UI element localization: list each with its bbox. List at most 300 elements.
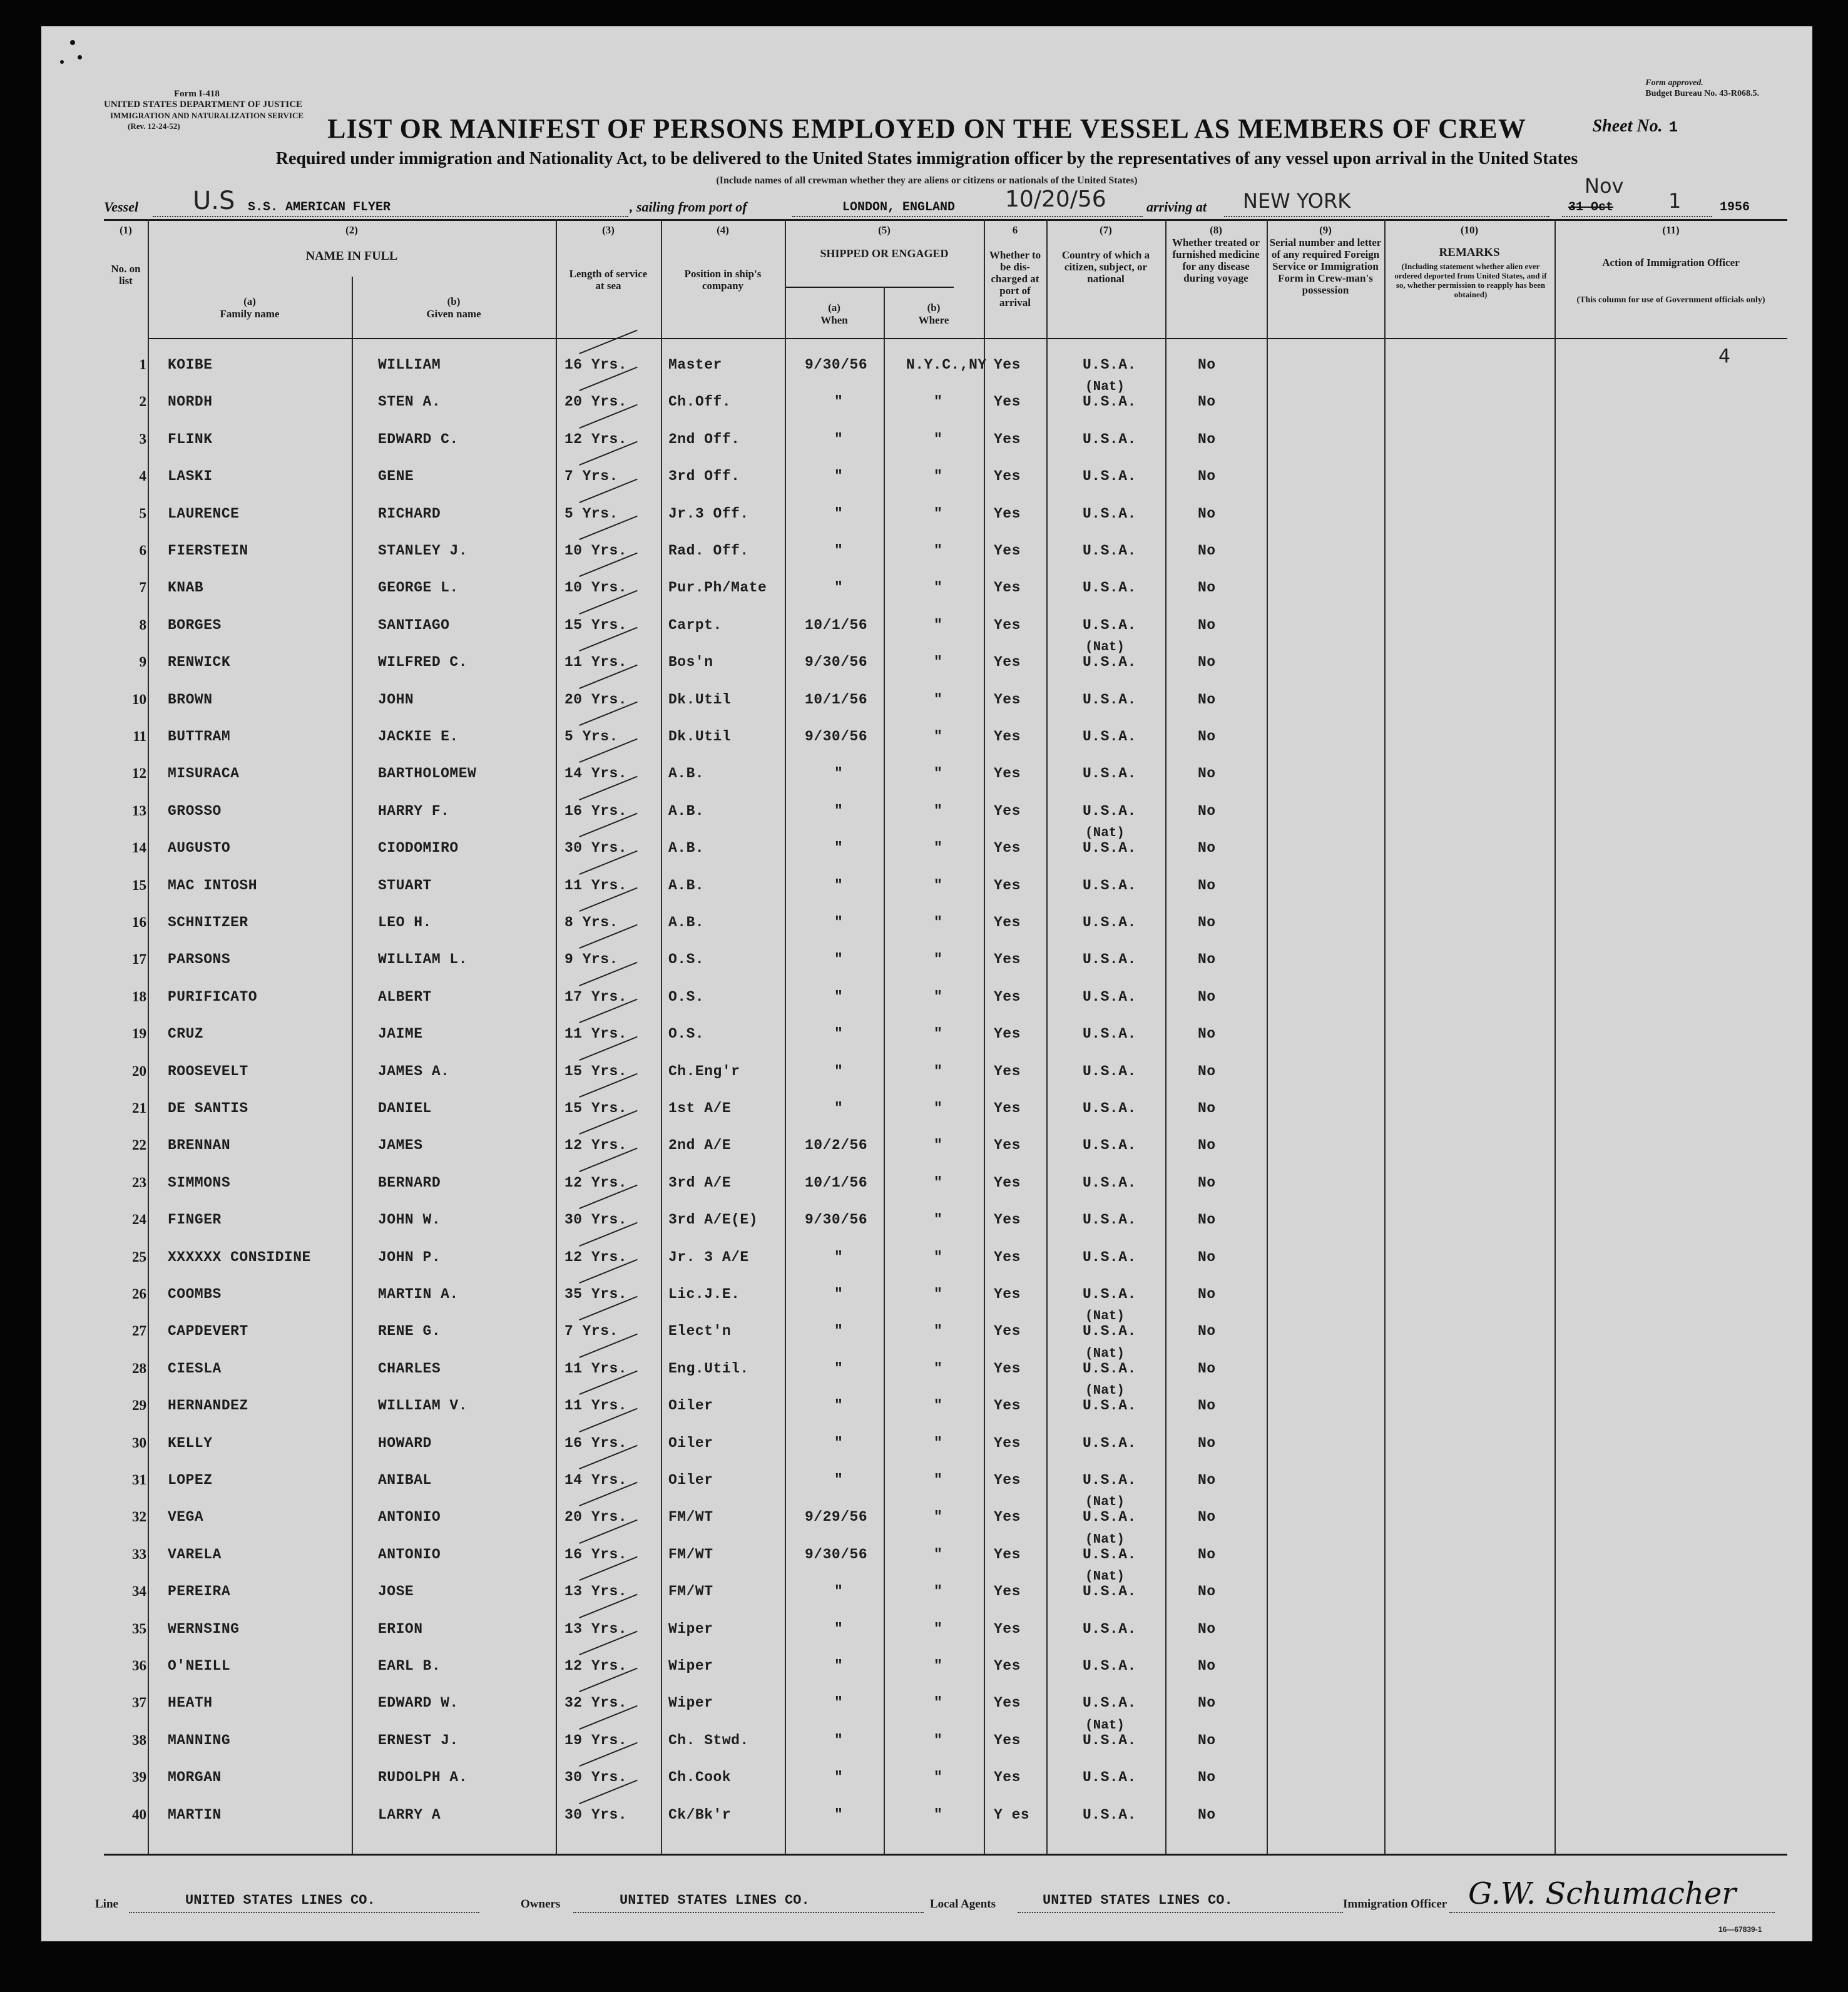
naturalized-note: (Nat) [1085,1309,1125,1324]
treated: No [1198,1360,1216,1377]
discharged: Yes [994,394,1021,411]
position: Carpt. [668,616,722,633]
row-number: 27 [132,1323,146,1339]
given-name: BARTHOLOMEW [378,765,477,782]
given-name: ERION [378,1620,423,1637]
col-num-11: (11) [1662,224,1680,236]
length-of-service: 7 Yrs. [564,1323,618,1340]
shipped-when: " [834,914,844,931]
family-name: DE SANTIS [168,1100,248,1116]
family-name: MORGAN [168,1769,222,1786]
row-number: 11 [133,728,146,744]
col-num-7: (7) [1100,224,1112,236]
country: U.S.A. [1083,1026,1136,1043]
treated: No [1198,357,1216,373]
treated: No [1198,1100,1216,1116]
header-given-name: Given name [426,308,481,320]
vessel-label: Vessel [104,199,138,215]
naturalized-note: (Nat) [1085,640,1125,655]
shipped-where: " [934,1658,943,1674]
shipped-where: " [934,1695,943,1712]
treated: No [1198,1769,1216,1786]
position: Oiler [668,1472,713,1488]
given-name: LARRY A [378,1806,441,1823]
treated: No [1198,1286,1216,1302]
length-of-service: 8 Yrs. [564,914,618,931]
shipped-where: " [934,1434,943,1451]
shipped-where: " [934,1472,943,1488]
shipped-where: " [934,654,943,671]
col-num-6: 6 [1012,224,1018,236]
given-name: WILLIAM [378,357,441,373]
given-name: RENE G. [378,1323,441,1340]
length-of-service: 11 Yrs. [564,654,628,671]
shipped-when: " [834,840,844,857]
discharged: Yes [994,505,1021,522]
length-of-service: 12 Yrs. [564,1174,628,1191]
country: U.S.A. [1083,988,1136,1005]
given-name: RICHARD [378,505,441,522]
position: Wiper [668,1695,713,1712]
shipped-when: " [834,1472,844,1488]
length-of-service: 5 Yrs. [564,728,618,745]
manifest-title-wrap [41,113,1812,145]
position: Master [668,357,722,373]
length-of-service: 11 Yrs. [564,1360,628,1377]
col-rule-9 [1267,219,1268,1854]
treated: No [1198,1137,1216,1154]
given-name: EDWARD C. [378,431,459,447]
table-top-rule [104,219,1787,221]
length-of-service: 17 Yrs. [564,988,628,1005]
vessel-name: S.S. AMERICAN FLYER [248,200,391,215]
col-rule-7 [1046,219,1048,1854]
given-name: JAIME [378,1026,423,1043]
country: U.S.A. [1083,357,1136,373]
shipped-when: " [834,1732,844,1749]
treated: No [1198,431,1216,447]
given-name: EARL B. [378,1658,441,1674]
discharged: Yes [994,877,1021,894]
shipped-where: " [934,1137,943,1154]
shipped-subheader-rule [785,287,954,288]
family-name: KELLY [168,1434,213,1451]
given-name: HOWARD [378,1434,432,1451]
position: Oiler [668,1397,713,1414]
row-number: 36 [132,1658,146,1673]
given-name: WILFRED C. [378,654,468,671]
form-approval [1645,78,1759,99]
position: Oiler [668,1434,713,1451]
header-name-in-full: NAME IN FULL [305,249,398,263]
row-number: 33 [132,1546,146,1562]
row-number: 13 [132,802,146,819]
discharged: Yes [994,1658,1021,1674]
header-where-b: (b) [927,302,941,314]
row-number: 38 [132,1732,146,1748]
discharged: Yes [994,1472,1021,1488]
position: A.B. [668,914,705,931]
shipped-where: " [934,1769,943,1786]
position: Ch.Off. [668,394,732,411]
country: U.S.A. [1083,1212,1136,1228]
discharged: Yes [994,1397,1021,1414]
row-number: 6 [139,543,146,558]
family-name: WERNSING [168,1620,240,1637]
length-of-service: 20 Yrs. [564,691,628,708]
tally-stroke [579,330,637,354]
length-of-service: 11 Yrs. [564,1026,628,1043]
arrival-day: 1 [1668,189,1682,213]
shipped-when: 9/30/56 [805,654,868,671]
legal-requirement-line: Required under immigration and Nationality Act, to be delivered to the United States immigration officer by the representatives of any vessel upon arrival in the United States [275,149,1578,168]
discharged: Yes [994,580,1021,596]
discharged: Yes [994,1137,1021,1154]
shipped-when: " [834,1806,844,1823]
position: O.S. [668,951,705,968]
country: U.S.A. [1083,1137,1136,1154]
discharged: Yes [994,468,1021,485]
service-name: IMMIGRATION AND NATURALIZATION SERVICE [110,111,304,120]
treated: No [1198,1620,1216,1637]
row-number: 30 [132,1434,146,1451]
row-number: 8 [139,616,146,633]
discharged: Y es [994,1806,1030,1823]
row-number: 9 [139,654,146,670]
col-rule-5 [785,219,786,1854]
department-name: UNITED STATES DEPARTMENT OF JUSTICE [104,100,303,110]
arrival-month-struck: 31 Oct [1568,200,1614,215]
family-name: LOPEZ [168,1472,213,1488]
header-shipped-engaged: SHIPPED OR ENGAGED [820,247,949,260]
country: U.S.A. [1083,1806,1136,1823]
discharged: Yes [994,765,1021,782]
discharged: Yes [994,840,1021,857]
family-name: PURIFICATO [168,988,258,1005]
discharged: Yes [994,988,1021,1005]
row-number: 4 [139,468,146,484]
given-name: LEO H. [378,914,432,931]
header-remarks-note: (Including statement whether alien ever ordered deported from United States, and if so, whether permission to reapply has been obtained) [1394,262,1547,299]
port-dotline [792,215,1143,217]
country: U.S.A. [1083,1732,1136,1749]
family-name: VEGA [168,1509,204,1526]
shipped-where: " [934,1100,943,1116]
family-name: O'NEILL [168,1658,231,1674]
treated: No [1198,877,1216,894]
discharged: Yes [994,1732,1021,1749]
position: Dk.Util [668,691,732,708]
country: U.S.A. [1083,431,1136,447]
discharged: Yes [994,728,1021,745]
arriving-label: arriving at [1146,199,1207,215]
position: A.B. [668,802,705,819]
footer-officer-dotline [1449,1911,1775,1913]
country: U.S.A. [1083,1620,1136,1637]
given-name: ERNEST J. [378,1732,459,1749]
country: U.S.A. [1083,1546,1136,1563]
given-name: RUDOLPH A. [378,1769,468,1786]
family-name: FINGER [168,1212,222,1228]
shipped-when: " [834,1026,844,1043]
given-name: WILLIAM V. [378,1397,468,1414]
vessel-dotline [153,215,628,217]
shipped-where: " [934,1583,943,1600]
length-of-service: 10 Yrs. [564,580,628,596]
given-name: JACKIE E. [378,728,459,745]
header-family-name: Family name [220,308,280,320]
country: U.S.A. [1083,1360,1136,1377]
country: U.S.A. [1083,468,1136,485]
treated: No [1198,765,1216,782]
col-rule-1 [148,219,149,1854]
shipped-where: " [934,1323,943,1340]
country: U.S.A. [1083,914,1136,931]
country: U.S.A. [1083,616,1136,633]
country: U.S.A. [1083,1174,1136,1191]
family-name: NORDH [168,394,213,411]
discharged: Yes [994,1546,1021,1563]
given-name: GEORGE L. [378,580,459,596]
family-name: BRENNAN [168,1137,231,1154]
length-of-service: 16 Yrs. [564,802,628,819]
shipped-when: " [834,1658,844,1674]
position: Rad. Off. [668,543,749,559]
position: 2nd Off. [668,431,740,447]
position: Ck/Bk'r [668,1806,732,1823]
col-rule-11 [1554,219,1556,1854]
country: U.S.A. [1083,654,1136,671]
given-name: ALBERT [378,988,432,1005]
discharged: Yes [994,1695,1021,1712]
given-name: JAMES [378,1137,423,1154]
discharged: Yes [994,802,1021,819]
country: U.S.A. [1083,580,1136,596]
shipped-where: " [934,765,943,782]
naturalized-note: (Nat) [1085,1384,1125,1399]
shipped-when: " [834,1249,844,1265]
row-number: 5 [139,505,146,521]
shipped-when: " [834,1769,844,1786]
country: U.S.A. [1083,1658,1136,1674]
col-rule-6 [984,219,985,1854]
position: 3rd A/E(E) [668,1212,758,1228]
given-name: JAMES A. [378,1063,450,1080]
col-rule-3 [556,219,557,1854]
header-country: Country of which a citizen, subject, or national [1061,249,1150,285]
footer-line-value: UNITED STATES LINES CO. [185,1892,375,1908]
treated: No [1198,988,1216,1005]
family-name: MARTIN [168,1806,222,1823]
country: U.S.A. [1083,505,1136,522]
naturalized-note: (Nat) [1085,1570,1125,1585]
header-family-a: (a) [243,295,256,307]
shipped-where: " [934,1732,943,1749]
given-name: ANTONIO [378,1509,441,1526]
arrival-port-handwritten: NEW YORK [1243,189,1351,213]
country: U.S.A. [1083,877,1136,894]
position: Pur.Ph/Mate [668,580,767,596]
row-number: 12 [132,765,146,782]
row-number: 40 [132,1806,146,1822]
family-name: PARSONS [168,951,231,968]
shipped-where: " [934,1360,943,1377]
treated: No [1198,543,1216,559]
header-position: Position in ship's company [684,268,762,292]
row-number: 14 [132,840,146,856]
discharged: Yes [994,616,1021,633]
discharged: Yes [994,1583,1021,1600]
position: 1st A/E [668,1100,732,1116]
treated: No [1198,1397,1216,1414]
length-of-service: 20 Yrs. [564,394,628,411]
given-name: CHARLES [378,1360,441,1377]
country: U.S.A. [1083,691,1136,708]
position: FM/WT [668,1583,713,1600]
row-number: 21 [132,1100,146,1116]
family-name: LAURENCE [168,505,240,522]
header-discharged: Whether to be dis-charged at port of arrival [989,249,1041,309]
treated: No [1198,728,1216,745]
row-number: 16 [132,914,146,930]
treated: No [1198,1658,1216,1674]
corner-mark [78,55,82,59]
family-name: LASKI [168,468,213,485]
row-number: 24 [132,1212,146,1228]
length-of-service: 30 Yrs. [564,1806,628,1823]
family-name: ROOSEVELT [168,1063,248,1080]
shipped-where: " [934,914,943,931]
country: U.S.A. [1083,765,1136,782]
shipped-where: " [934,1286,943,1302]
length-of-service: 32 Yrs. [564,1695,628,1712]
family-name: GROSSO [168,802,222,819]
length-of-service: 16 Yrs. [564,357,628,373]
given-name: JOSE [378,1583,414,1600]
shipped-where: " [934,691,943,708]
shipped-where: " [934,1546,943,1563]
naturalized-note: (Nat) [1085,380,1125,395]
shipped-where: " [934,802,943,819]
length-of-service: 11 Yrs. [564,1397,628,1414]
given-name: SANTIAGO [378,616,450,633]
row-number: 19 [132,1026,146,1042]
position: Wiper [668,1658,713,1674]
shipped-where: " [934,431,943,447]
shipped-where: N.Y.C.,NY [906,357,987,373]
shipped-when: " [834,580,844,596]
discharged: Yes [994,1769,1021,1786]
given-name: BERNARD [378,1174,441,1191]
family-name: AUGUSTO [168,840,231,857]
shipped-when: " [834,543,844,559]
country: U.S.A. [1083,1695,1136,1712]
row-number: 10 [132,691,146,707]
col-rule-10 [1384,219,1386,1854]
family-name: XXXXXX CONSIDINE [168,1249,311,1265]
footer-agents-dotline [1018,1911,1343,1913]
treated: No [1198,1212,1216,1228]
footer-agents-label: Local Agents [930,1898,996,1911]
shipped-where: " [934,543,943,559]
position: Ch.Eng'r [668,1063,740,1080]
treated: No [1198,1546,1216,1563]
family-name: PEREIRA [168,1583,231,1600]
treated: No [1198,802,1216,819]
length-of-service: 12 Yrs. [564,1249,628,1265]
length-of-service: 5 Yrs. [564,505,618,522]
shipped-when: " [834,988,844,1005]
family-name: BORGES [168,616,222,633]
naturalized-note: (Nat) [1085,1495,1125,1510]
manifest-title: LIST OR MANIFEST OF PERSONS EMPLOYED ON THE VESSEL AS MEMBERS OF CREW [327,113,1526,144]
shipped-where: " [934,580,943,596]
shipped-when: " [834,951,844,968]
shipped-where: " [934,1063,943,1080]
treated: No [1198,840,1216,857]
length-of-service: 35 Yrs. [564,1286,628,1302]
country: U.S.A. [1083,543,1136,559]
discharged: Yes [994,1249,1021,1265]
col-num-9: (9) [1319,224,1332,236]
shipped-when: 9/30/56 [805,1212,868,1228]
row-number: 25 [132,1249,146,1265]
family-name: FIERSTEIN [168,543,248,559]
given-name: STANLEY J. [378,543,468,559]
treated: No [1198,1434,1216,1451]
length-of-service: 30 Yrs. [564,840,628,857]
discharged: Yes [994,357,1021,373]
shipped-when: " [834,394,844,411]
position: Ch.Cook [668,1769,732,1786]
treated: No [1198,1174,1216,1191]
shipped-when: " [834,1063,844,1080]
header-bottom-rule [148,338,1787,339]
discharged: Yes [994,1434,1021,1451]
family-name: FLINK [168,431,213,447]
position: Elect'n [668,1323,732,1340]
length-of-service: 13 Yrs. [564,1583,628,1600]
length-of-service: 10 Yrs. [564,543,628,559]
position: 3rd Off. [668,468,740,485]
table-bottom-rule [104,1854,1787,1856]
revision-date: (Rev. 12-24-52) [128,121,180,131]
row-number: 32 [132,1509,146,1525]
row-number: 35 [132,1620,146,1637]
discharged: Yes [994,1360,1021,1377]
arrival-dotline [1224,215,1549,217]
length-of-service: 16 Yrs. [564,1434,628,1451]
shipped-when: " [834,505,844,522]
given-name: ANTONIO [378,1546,441,1563]
position: A.B. [668,877,705,894]
col-num-1: (1) [120,224,132,236]
shipped-where: " [934,1620,943,1637]
discharged: Yes [994,1100,1021,1116]
length-of-service: 14 Yrs. [564,1472,628,1488]
country: U.S.A. [1083,1323,1136,1340]
given-name: MARTIN A. [378,1286,459,1302]
approval-text: Form approved. [1645,78,1703,88]
discharged: Yes [994,1509,1021,1526]
treated: No [1198,1583,1216,1600]
given-name: JOHN P. [378,1249,441,1265]
treated: No [1198,1509,1216,1526]
length-of-service: 15 Yrs. [564,1063,628,1080]
col-num-8: (8) [1210,224,1222,236]
include-note: (Include names of all crewman whether they are aliens or citizens or nationals of the United States) [716,175,1138,186]
row-number: 29 [132,1397,146,1414]
